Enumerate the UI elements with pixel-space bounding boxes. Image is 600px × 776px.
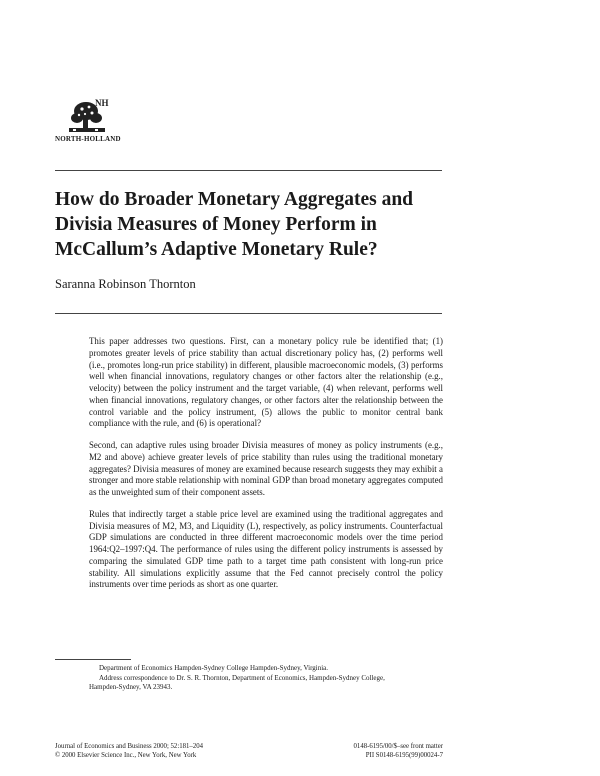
- article-title: How do Broader Monetary Aggregates and Divisia Measures of Money Perform in McCallum’s Adaptive Monetary Rule?: [55, 189, 414, 260]
- correspondence-footnote-cont: Hampden-Sydney, VA 23943.: [89, 683, 173, 691]
- publisher-logo: [55, 98, 121, 143]
- issn: 0148-6195/00/$–see front matter: [353, 743, 443, 750]
- publisher-name: NORTH-HOLLAND: [55, 135, 121, 143]
- affiliation-footnote: Department of Economics Hampden-Sydney College Hampden-Sydney, Virginia.: [99, 664, 329, 672]
- svg-text:NH: NH: [95, 98, 109, 108]
- author-rule: [55, 313, 442, 314]
- elsevier-tree-icon: [65, 98, 109, 134]
- abstract-paragraph: This paper addresses two questions. First, can a monetary policy rule be identified that; (1) promotes greater levels of price stability than actual discretionary policy has, (2) performs well (i.e., promotes long-run price stability) in different, plausible macroeconomic models, (3) performs well when financial innovations, regulatory changes or other factors alter the relationship (e.g., velocity) between the policy instrument and the target variable, (4) when relevant, performs well when financial innovations, regulatory changes, or other factors alter the relationship between the control variable and the policy instrument, (5) allows the public to monitor central bank compliance with the rule, and (6) is operational?: [89, 336, 443, 429]
- footnote-rule: [55, 659, 131, 660]
- copyright: © 2000 Elsevier Science Inc., New York, New York: [55, 752, 197, 759]
- title-top-rule: [55, 170, 442, 171]
- abstract: [89, 336, 443, 601]
- footnotes: [89, 664, 443, 693]
- article-identifiers: [354, 742, 443, 760]
- pii: PII S0148-6195(99)00024-7: [365, 752, 443, 759]
- journal-citation: [55, 742, 203, 760]
- correspondence-footnote: Address correspondence to Dr. S. R. Thornton, Department of Economics, Hampden-Sydney College,: [99, 673, 385, 682]
- abstract-paragraph: Rules that indirectly target a stable price level are examined using the traditional aggregates and Divisia measures of M2, M3, and Liquidity (L), respectively, as policy instruments. Counterfactual GDP simulations are conducted in three different macroeconomic models over the time period 1964:Q2–1997:Q4. The performance of rules using the different policy instruments is assessed by comparing the simulated GDP time path to a target time path consistent with long-run price stability. All simulations explicitly assume that the Fed cannot precisely control the policy instruments over time periods as short as one quarter.: [89, 508, 443, 590]
- article-author: Saranna Robinson Thornton: [55, 277, 196, 291]
- abstract-paragraph: Second, can adaptive rules using broader Divisia measures of money as policy instruments (e.g., M2 and above) achieve greater levels of price stability than rules using the traditional monetary aggregates? Divisia measures of money are examined because research suggests they may exhibit a stronger and more stable relationship with nominal GDP than broad monetary aggregates computed as the unweighted sum of their component assets.: [89, 440, 443, 497]
- journal-name: Journal of Economics and Business 2000; 52:181–204: [55, 743, 204, 750]
